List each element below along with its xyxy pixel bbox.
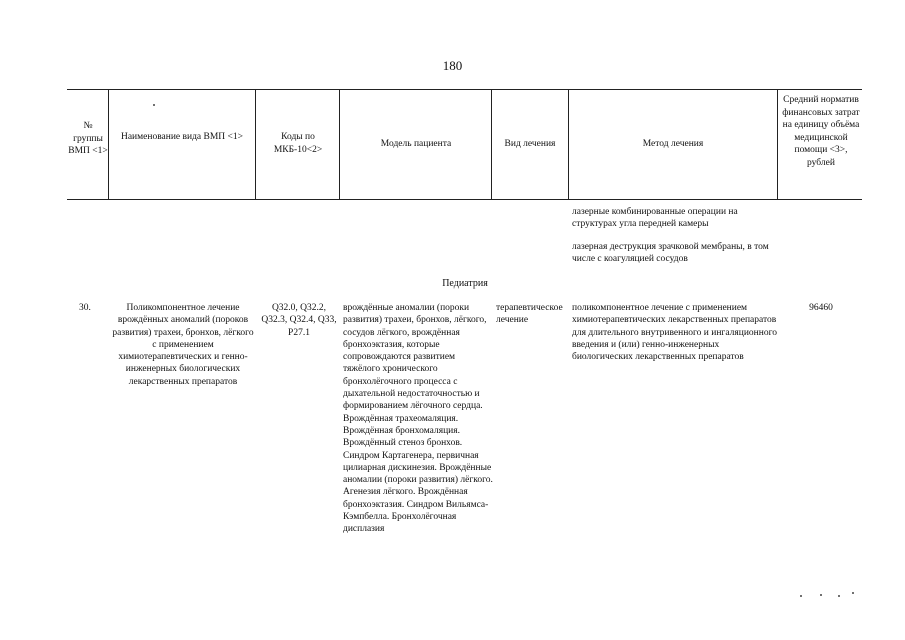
scan-speck <box>800 595 802 597</box>
header-divider <box>568 89 569 200</box>
method-continued-item: лазерные комбинированные операции на структурах угла передней камеры <box>572 207 738 230</box>
row-treatment-type: терапевтическое лечение <box>496 303 563 326</box>
header-treatment-type: Вид лечения <box>504 139 556 149</box>
header-average-cost: Средний норматив финансовых затрат на единицу объёма медицинской помощи <3>, рублей <box>782 95 860 168</box>
row-average-cost: 96460 <box>809 303 833 313</box>
row-icd-codes: Q32.0, Q32.2, Q32.3, Q32.4, Q33, P27.1 <box>261 303 337 338</box>
header-patient-model: Модель пациента <box>380 139 452 149</box>
row-group-number: 30. <box>79 303 91 313</box>
method-continued-item: лазерная деструкция зрачковой мембраны, в том числе с коагуляцией сосудов <box>572 242 769 265</box>
header-bottom-border <box>67 199 862 200</box>
header-top-border <box>67 89 862 90</box>
header-divider <box>255 89 256 200</box>
row-patient-model: врождённые аномалии (пороки развития) трахеи, бронхов, лёгкого, сосудов лёгкого, врождённая бронхоэктазия, которые сопровождаются развитием тяжёлого хронического бронхолёгочного процесса с дыхательной недостаточностью и формированием лёгочного сердца. Врождённая трахеомаляция. Врождённая бронхомаляция. Врождённый стеноз бронхов. Синдром Картагенера, первичная цилиарная дискинезия. Врождённые аномалии (пороки развития) лёгкого. Агенезия лёгкого. Врождённая бронхоэктазия. Синдром Вильямса-Кэмпбелла. Бронхолёгочная дисплазия <box>343 303 493 535</box>
scan-speck <box>820 594 822 596</box>
scan-speck <box>838 595 840 597</box>
section-title: Педиатрия <box>442 278 488 289</box>
header-group-number: № группы ВМП <1> <box>68 121 108 156</box>
header-icd-codes: Коды по МКБ-10<2> <box>273 132 323 155</box>
scan-speck <box>852 592 854 594</box>
header-treatment-method: Метод лечения <box>642 139 704 149</box>
header-vmp-name: Наименование вида ВМП <1> <box>120 132 244 142</box>
header-divider <box>777 89 778 200</box>
page-number: 180 <box>442 58 463 73</box>
header-divider <box>491 89 492 200</box>
scan-speck <box>153 104 155 106</box>
row-vmp-name: Поликомпонентное лечение врождённых аномалий (пороков развития) трахеи, бронхов, лёгкого с применением химиотерапевтических и генно-инженерных биологических лекарственных препаратов <box>112 303 254 387</box>
header-divider <box>108 89 109 200</box>
header-divider <box>339 89 340 200</box>
row-treatment-method: поликомпонентное лечение с применением химиотерапевтических лекарственных препаратов для длительного внутривенного и ингаляционного введения и (или) генно-инженерных биологических лекарственных препаратов <box>572 303 777 363</box>
